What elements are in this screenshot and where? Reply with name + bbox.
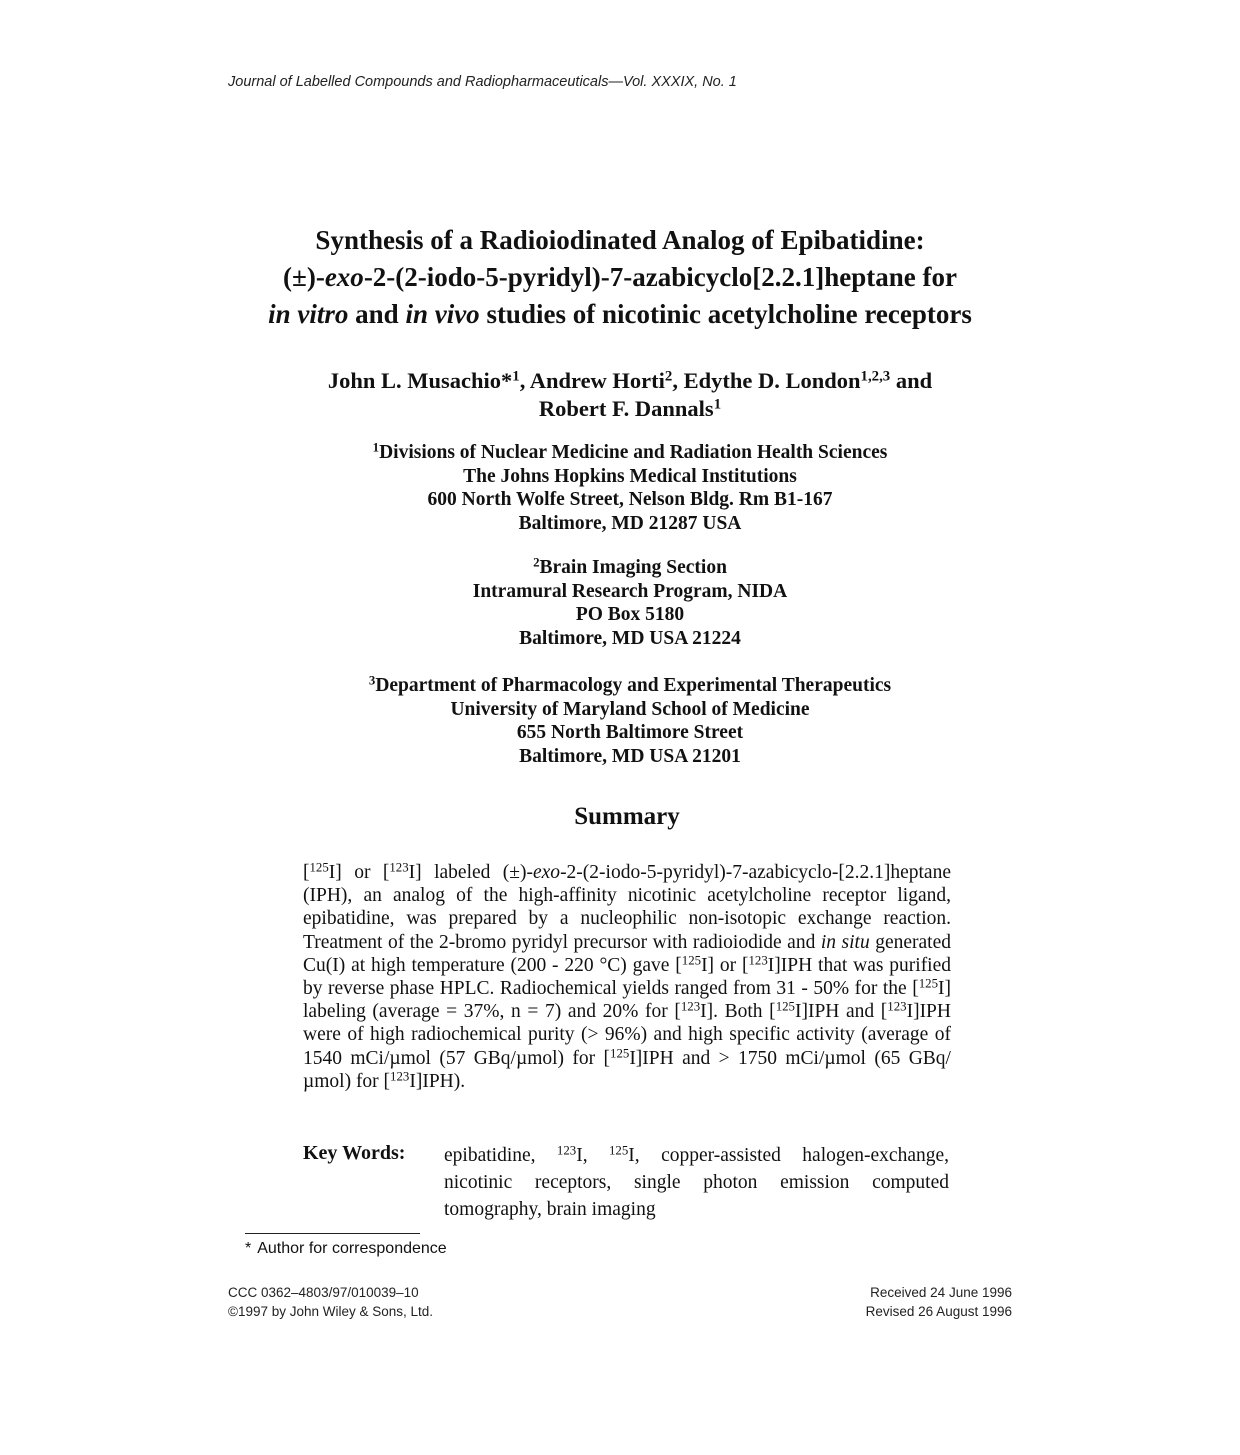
revised-date: Revised 26 August 1996 [865,1304,1012,1319]
author-line-1: John L. Musachio*$^1$, Andrew Horti$^2$, Edythe D. London$^{1,2,3}$ and [327,368,933,393]
received-date: Received 24 June 1996 [870,1285,1012,1300]
footnote: * Author for correspondence [245,1240,447,1257]
affiliation-2: $^2$Brain Imaging Section Intramural Research Program, NIDA PO Box 5180 Baltimore, MD USA 21224 [472,555,788,649]
title-line-3: in vitro and in vivo studies of nicotinic acetylcholine receptors [268,299,972,329]
keywords-text: epibatidine, $^{123}$I, $^{125}$I, copper-assisted halogen-exchange, nicotinic receptors, single photon emission computed tomography, brain imaging [444,1143,950,1220]
copyright-line: ©1997 by John Wiley & Sons, Ltd. [228,1304,434,1319]
affiliation-3: $^3$Department of Pharmacology and Experimental Therapeutics University of Maryland School of Medicine 655 North Baltimore Street Baltimore, MD USA 21201 [368,673,892,767]
author-line-2: Robert F. Dannals$^1$ [538,396,722,421]
publication-info [228,1283,433,1321]
ccc-code: CCC 0362–4803/97/010039–10 [228,1285,419,1300]
abstract-text: [$^{125}$I] or [$^{123}$I] labeled (±)-exo-2-(2-iodo-5-pyridyl)-7-azabicyclo-[2.2.1]heptane (IPH), an analog of the high-affinity nicotinic acetylcholine receptor ligand, epibatidine, was prepared by a nucleophilic non-isotopic exchange reaction. Treatment of the 2-bromo pyridyl precursor with radioiodide and in situ generated Cu(I) at high temperature (200 - 220 °C) gave [$^{125}$I] or [$^{123}$I]IPH that was purified by reverse phase HPLC. Radiochemical yields ranged from 31 - 50% for the [$^{125}$I] labeling (average = 37%, n = 7) and 20% for [$^{123}$I]. Both [$^{125}$I]IPH and [$^{123}$I]IPH were of high radiochemical purity (> 96%) and high specific activity (average of 1540 mCi/µmol (57 GBq/µmol) for [$^{125}$I]IPH and > 1750 mCi/µmol (65 GBq/µmol) for [$^{123}$I]IPH). [303,860,952,1092]
paper-title [0,222,1240,333]
author-list [0,367,1240,423]
footnote-rule [245,1233,420,1234]
affiliation-1: $^1$Divisions of Nuclear Medicine and Radiation Health Sciences The Johns Hopkins Medical Institutions 600 North Wolfe Street, Nelson Bldg. Rm B1-167 Baltimore, MD 21287 USA [372,440,888,534]
title-line-1: Synthesis of a Radioiodinated Analog of Epibatidine: [315,225,925,255]
title-line-2: (±)-exo-2-(2-iodo-5-pyridyl)-7-azabicyclo[2.2.1]heptane for [283,262,957,292]
manuscript-dates [866,1283,1012,1321]
running-head: Journal of Labelled Compounds and Radiopharmaceuticals—Vol. XXXIX, No. 1 [228,74,737,90]
keywords-label: Key Words: [303,1142,406,1164]
summary-heading: Summary [574,803,680,830]
